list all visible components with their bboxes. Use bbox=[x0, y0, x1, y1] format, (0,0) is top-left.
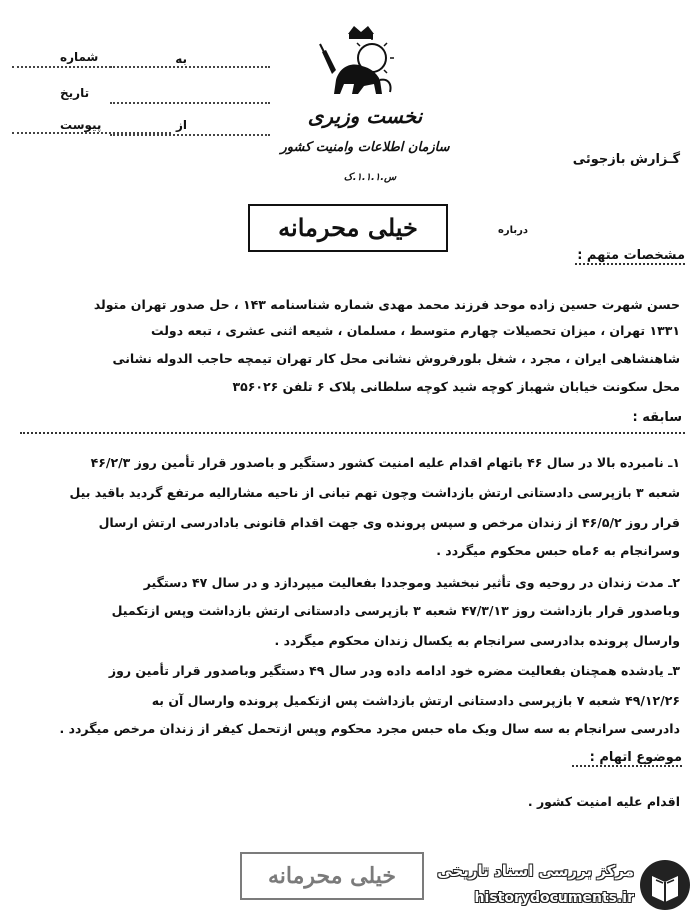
record-line-6: وباصدور قرار بازداشت روز ۴۷/۳/۱۳ شعبه ۳ بازپرسی دادستانی ارتش بازداشت وپس ازتکمیل bbox=[111, 603, 680, 618]
from-label: از bbox=[175, 118, 187, 132]
record-heading: سابقه : bbox=[632, 410, 682, 425]
regarding-label: درباره bbox=[497, 225, 528, 236]
watermark-url: historydocuments.ir bbox=[474, 890, 634, 906]
charge-text: اقدام علیه امنیت کشور . bbox=[527, 794, 680, 809]
archive-watermark bbox=[420, 858, 692, 916]
accused-line-3: شاهنشاهی ایران ، مجرد ، شغل بلورفروش نشانی محل کار تهران تیمچه حاجب الدوله نشانی bbox=[112, 351, 680, 366]
record-line-4: وسرانجام به ۶ماه حبس محکوم میگردد . bbox=[436, 543, 680, 558]
date-label: تاریخ bbox=[60, 86, 90, 100]
record-line-7: وارسال پرونده بدادرسی سرانجام به یکسال زندان محکوم میگردد . bbox=[274, 633, 680, 648]
org-subtitle: سازمان اطلاعات وامنیت کشور bbox=[280, 140, 450, 155]
record-line-9: ۴۹/۱۲/۲۶ شعبه ۷ بازپرسی دادستانی ارتش بازداشت پس ازتکمیل پرونده وارسال آن به bbox=[151, 693, 680, 708]
record-line-8: ۳ـ یادشده همچنان بفعالیت مضره خود ادامه داده ودر سال ۴۹ دستگیر وباصدور قرار تأمین روز bbox=[108, 663, 680, 678]
archive-logo-icon bbox=[638, 858, 692, 912]
accused-line-2: ۱۳۳۱ تهران ، میزان تحصیلات چهارم متوسط ، مسلمان ، شیعه اثنی عشری ، تبعه دولت bbox=[151, 323, 680, 338]
accused-line-4: محل سکونت خیابان شهباز کوچه شید کوچه سلطانی پلاک ۶ تلفن ۳۵۶۰۲۶ bbox=[232, 379, 680, 394]
record-line-10: دادرسی سرانجام به سه سال ویک ماه حبس مجرد محکوم وپس ازتحمل کیفر از زندان مرخص میگردد . bbox=[59, 721, 680, 736]
bottom-classification-stamp: خیلی محرمانه bbox=[240, 852, 424, 900]
record-line-2: شعبه ۳ بازپرسی دادستانی ارتش بازداشت وچون تهم تبانی از ناحیه مشارالیه مرتفع گردید باقید بیل bbox=[69, 485, 680, 500]
number-label: شماره bbox=[60, 50, 99, 64]
lion-and-sun-emblem-icon bbox=[318, 22, 404, 104]
accused-line-1: حسن شهرت حسین زاده موحد فرزند محمد مهدی شماره شناسنامه ۱۴۳ ، حل صدور تهران متولد bbox=[93, 297, 680, 312]
accused-heading: مشخصات متهم : bbox=[575, 248, 685, 265]
attachment-label: پیوست bbox=[60, 118, 102, 132]
report-type: گـزارش بازجوئی bbox=[572, 152, 680, 167]
record-line-3: قرار روز ۴۶/۵/۲ از زندان مرخص و سپس پرونده وی جهت اقدام قانونی بادادرسی ارتش ارسال bbox=[98, 515, 680, 530]
record-divider bbox=[20, 432, 685, 434]
watermark-title: مرکز بررسی اسناد تاریخی bbox=[437, 862, 634, 880]
org-title: نخست وزیری bbox=[307, 104, 423, 128]
classification-stamp: خیلی محرمانه bbox=[248, 204, 448, 252]
record-line-1: ۱ـ نامبرده بالا در سال ۴۶ باتهام اقدام علیه امنیت کشور دستگیر و باصدور قرار تأمین روز ۴۶/۲/۳ bbox=[90, 455, 680, 470]
charge-heading: موضوع اتهام : bbox=[572, 750, 682, 767]
to-label: به bbox=[175, 52, 187, 66]
record-line-5: ۲ـ مدت زندان در روحیه وی تأثیر نبخشید وموجددا بفعالیت میپردازد و در سال ۴۷ دستگیر bbox=[143, 575, 680, 590]
org-code: س.۱.۱.۱.ک bbox=[343, 172, 397, 183]
